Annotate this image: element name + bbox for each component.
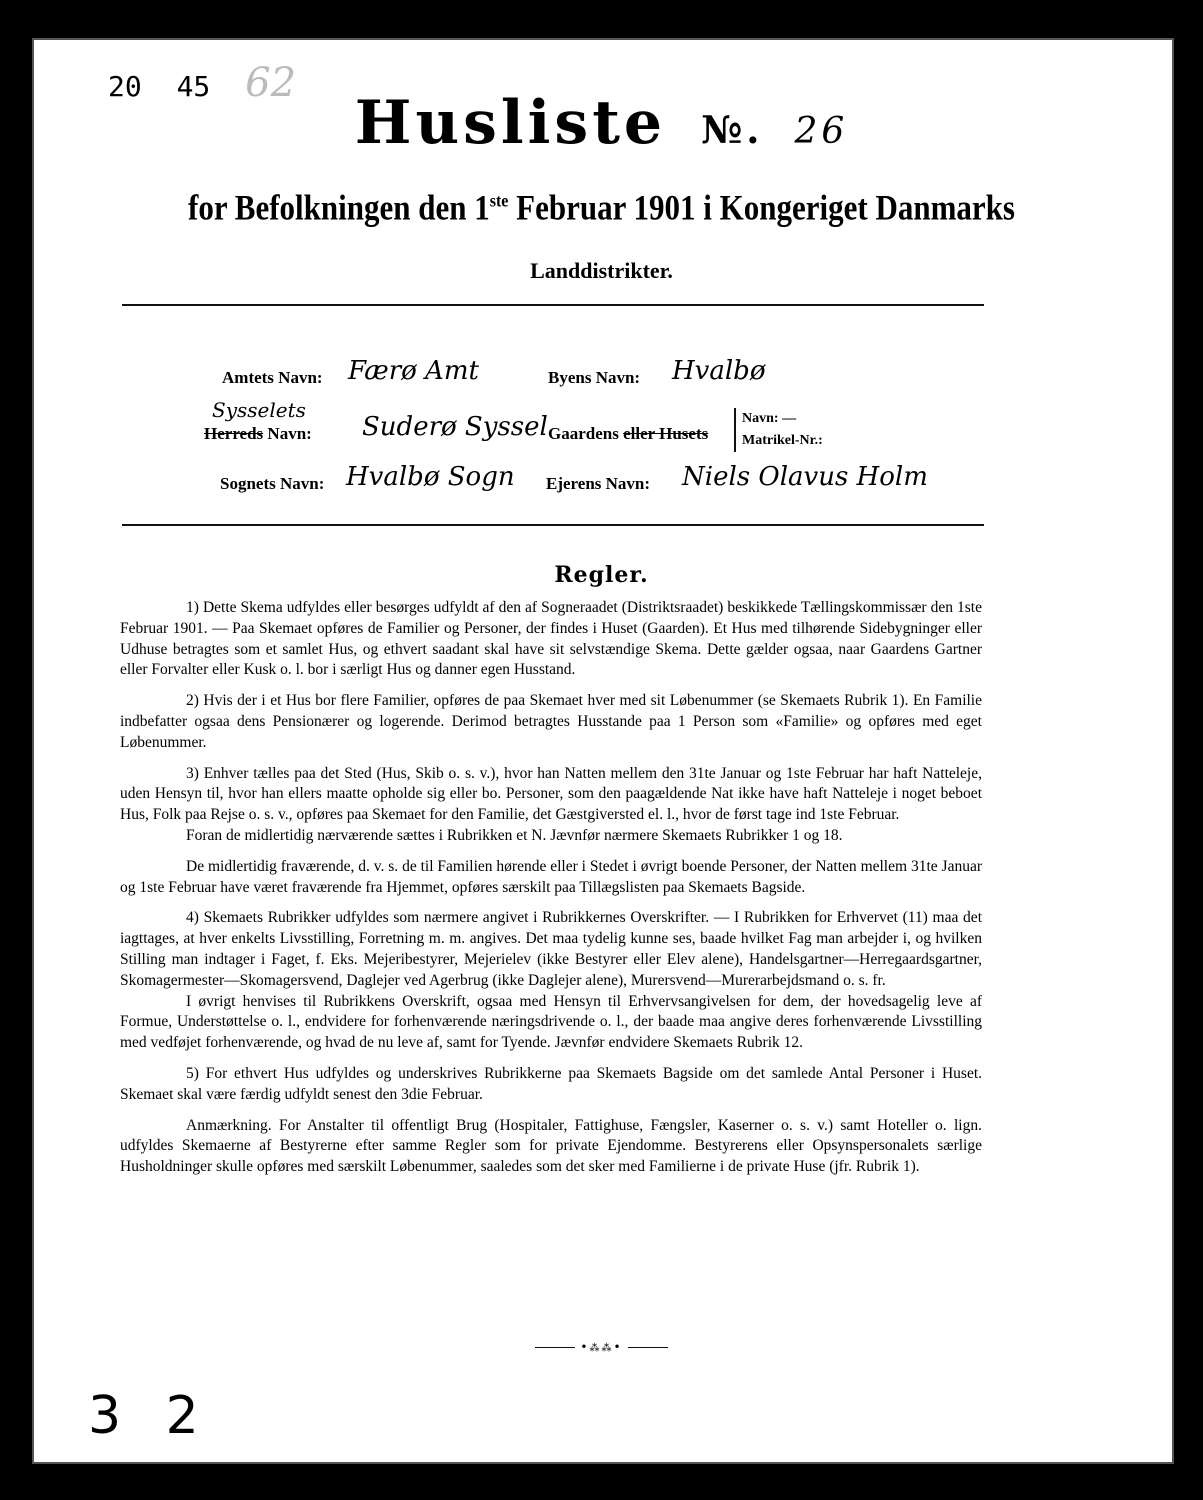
title-number-sign: №. (701, 107, 764, 152)
rules-text (120, 598, 982, 1188)
gaard-struck: eller Husets (623, 424, 709, 443)
ejer-label: Ejerens Navn: (546, 474, 651, 493)
amt-value: Færø Amt (348, 356, 479, 386)
corner-number-1: 20 (108, 70, 142, 103)
herred-value: Suderø Syssel (362, 412, 548, 442)
page-subtitle-2: Landdistrikter. (530, 258, 673, 283)
herred-struck: Herreds (204, 424, 264, 443)
rule-paragraph: I øvrigt henvises til Rubrikkens Overskrift, ogsaa med Hensyn til Erhvervsangivelsen for dem, der hovedsagelig leve af Formue, Understøttelse o. l., endvidere for forhenværende næringsdrivende o. l., der baade maa angive deres forhenværende Livsstilling med vedføjet forhenværende, og hvad de nu leve af, samt for Tyende. Jævnfør endvidere Skemaets Rubrik 12. (120, 992, 982, 1052)
subtitle-post: Februar 1901 i Kongeriget Danmarks (508, 187, 1015, 228)
gaard-text: Gaardens (548, 424, 619, 443)
amt-label: Amtets Navn: (222, 368, 323, 387)
page-subtitle (0, 187, 1203, 228)
by-value: Hvalbø (672, 356, 766, 386)
ornament-divider: •⁂⁂• (0, 1340, 1203, 1354)
rules-heading: Regler. (554, 562, 649, 588)
subtitle-pre: for Befolkningen den 1 (188, 187, 490, 228)
rule-paragraph: 1) Dette Skema udfyldes eller besørges udfyldt af den af Sogneraadet (Distriktsraadet) beskikkede Tællingskommissær den 1ste Februar 1901. — Paa Skemaet opføres de Familier og Personer, der findes i Huset (Gaarden). Et Hus med tilhørende Sidebygninger eller Udhuse betragtes som et samlet Hus, og ethvert saadant skal have sit selvstændige Skema. Dette gælder ogsaa, naar Gaardens Gartner eller Forvalter eller Kusk o. l. bor i særligt Hus og danner egen Husstand. (120, 599, 982, 679)
matrikel-label: Matrikel-Nr.: (742, 433, 823, 448)
bottom-number-1: 3 (88, 1386, 122, 1446)
sogn-label: Sognets Navn: (220, 474, 325, 493)
corner-number-faded: 62 (245, 60, 297, 106)
subtitle-sup: ste (489, 191, 509, 212)
rule-paragraph: 2) Hvis der i et Hus bor flere Familier, opføres de paa Skemaet hver med sit Løbenummer (se Skemaets Rubrik 1). En Familie indbefatter ogsaa dens Pensionærer og logerende. Derimod betragtes Husstande paa 1 Person som «Familie» og opføres med eget Løbenummer. (120, 692, 982, 751)
herred-rest: Navn: (263, 424, 312, 443)
sogn-value: Hvalbø Sogn (346, 462, 515, 492)
title-handwritten-number: 26 (794, 111, 849, 152)
navn-label: Navn: (742, 411, 779, 426)
rule-paragraph: 3) Enhver tælles paa det Sted (Hus, Skib o. s. v.), hvor han Natten mellem den 31te Januar og 1ste Februar har haft Natteleje, uden Hensyn til, hvor han ellers maatte opholde sig eller bo. Personer, som den paagældende Nat ikke have haft Natteleje i noget beboet Hus, Folk paa Rejse o. s. v., opføres paa Skemaet for den Familie, det Gæstgiversted el. l., hvor de først tage ind 1ste Februar. (120, 764, 982, 824)
title-main: Husliste (354, 88, 667, 158)
rule-paragraph: Foran de midlertidig nærværende sættes i Rubrikken et N. Jævnfør nærmere Skemaets Rubrikker 1 og 18. (186, 826, 843, 844)
herred-handwritten: Sysselets (212, 398, 306, 422)
bottom-number-2: 2 (165, 1386, 199, 1446)
rule-paragraph: Anmærkning. For Anstalter til offentligt Brug (Hospitaler, Fattighuse, Fængsler, Kaserner o. s. v.) samt Hoteller o. lign. udfyldes Skemaerne af Bestyrerne efter samme Regler som for private Ejendomme. Bestyrerens eller Opsynspersonalets særlige Husholdninger skulle opføres med særskilt Løbenummer, saaledes som det sker med Familierne i de private Huse (jfr. Rubrik 1). (120, 1116, 982, 1176)
by-label: Byens Navn: (548, 368, 641, 387)
rule-paragraph: 4) Skemaets Rubrikker udfyldes som nærmere angivet i Rubrikkernes Overskrifter. — I Rubrikken for Erhvervet (11) maa det iagttages, at hver enkelts Livsstilling, Forretning m. m. angives. Det maa tydelig kunne ses, baade hvilket Fag man arbejder i, og hvilken Stilling man indtager i Faget, f. Eks. Mejeribestyrer, Mejerielev (ikke Bestyrer eller Elev alene), Handelsgartner—Herregaardsgartner, Skomagermester—Skomagersvend, Daglejer ved Agerbrug (ikke Daglejer alene), Murersvend—Murerarbejdsmand o. s. fr. (120, 909, 982, 989)
rule-paragraph: 5) For ethvert Hus udfyldes og underskrives Rubrikkerne paa Skemaets Bagside om det samlede Antal Personer i Huset. Skemaet skal være færdig udfyldt senest den 3die Februar. (120, 1064, 982, 1103)
ejer-value: Niels Olavus Holm (682, 462, 928, 492)
navn-line (742, 408, 823, 430)
corner-number-2: 45 (176, 70, 211, 103)
gaard-brace (734, 408, 823, 452)
divider-bottom (122, 524, 984, 526)
herred-label (204, 424, 312, 444)
bottom-handwritten-numbers (88, 1386, 227, 1446)
navn-value: — (782, 411, 797, 426)
page-title (0, 88, 1203, 158)
rule-paragraph: De midlertidig fraværende, d. v. s. de til Familien hørende eller i Stedet i øvrigt boende Personer, der Natten mellem 31te Januar og 1ste Februar have været fraværende fra Hjemmet, opføres særskilt paa Tillægslisten paa Skemaets Bagside. (120, 857, 982, 896)
divider-top (122, 304, 984, 306)
gaard-label (548, 424, 708, 444)
